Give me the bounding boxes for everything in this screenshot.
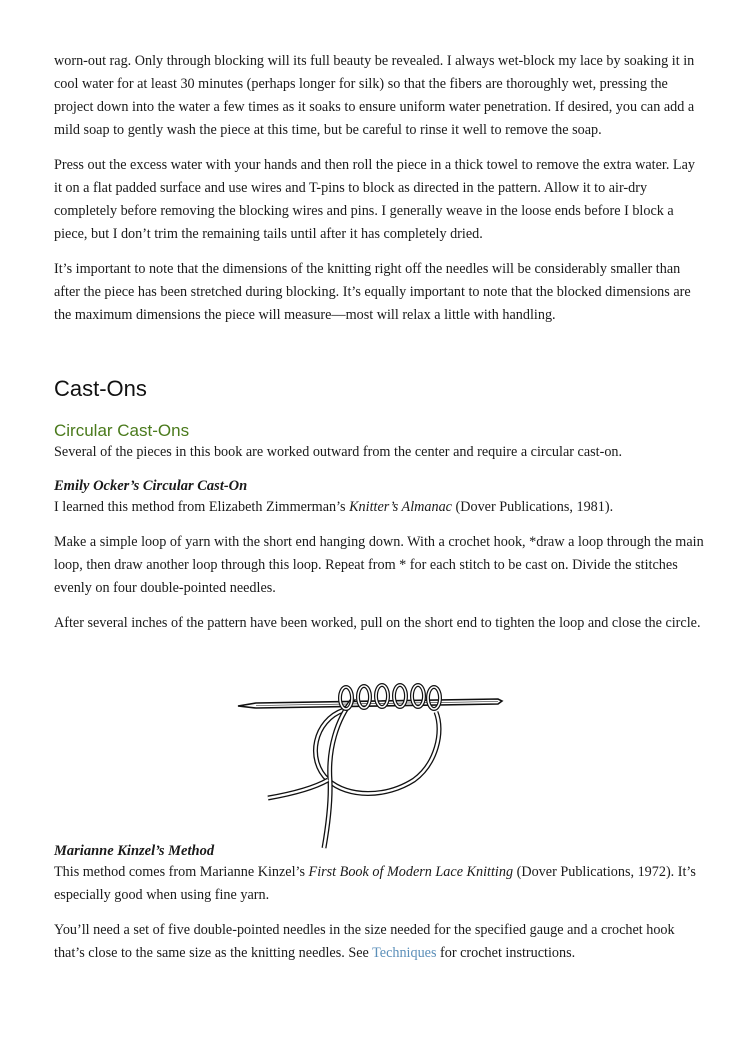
kinzel-paragraph-1: You’ll need a set of five double-pointed needles in the size needed for the specified gauge and a crochet hook that’s close to the same size as the knitting needles. See Techniques for crochet instructions.	[54, 922, 675, 961]
ocker-paragraph-1: Make a simple loop of yarn with the short end hanging down. With a crochet hook, *draw a loop through the main loop, then draw another loop through this loop. Repeat from * for each stitch to be cast on. Divide the stitches evenly on four double-pointed needles.	[54, 534, 704, 596]
ocker-paragraph-2: After several inches of the pattern have been worked, pull on the short end to tighten the loop and close the circle.	[54, 615, 701, 631]
subsection-intro: Several of the pieces in this book are worked outward from the center and require a circular cast-on.	[54, 444, 623, 460]
section-title: Cast-Ons	[54, 376, 147, 401]
ocker-method-title: Emily Ocker’s Circular Cast-On	[54, 478, 248, 494]
ocker-book-title: Knitter’s Almanac	[349, 499, 452, 515]
kinzel-book-title: First Book of Modern Lace Knitting	[308, 864, 514, 880]
intro-paragraph-2: Press out the excess water with your hands and then roll the piece in a thick towel to remove the extra water. Lay it on a flat padded surface and use wires and T-pins to block as directed in the pattern. Allow it to air-dry completely before removing the blocking wires and pins. I generally weave in the loose ends before I block a piece, but I don’t trim the remaining tails until after it has completely dried.	[54, 157, 695, 242]
intro-paragraph-1: worn-out rag. Only through blocking will its full beauty be revealed. I always wet-block my lace by soaking it in cool water for at least 30 minutes (perhaps longer for silk) so that the fibers are thoroughly wet, pressing the project down into the water a few times as it soaks to ensure uniform water penetration. If desired, you can add a mild soap to gently wash the piece at this time, but be careful to rinse it well to remove the soap.	[54, 53, 695, 138]
circular-cast-on-illustration	[236, 680, 508, 852]
subsection-title: Circular Cast-Ons	[54, 421, 190, 440]
kinzel-source: This method comes from Marianne Kinzel’s First Book of Modern Lace Knitting (Dover Publications, 1972). It’s especially good when using fine yarn.	[54, 864, 696, 903]
yarn-loop	[268, 698, 439, 848]
intro-paragraph-3: It’s important to note that the dimensions of the knitting right off the needles will be considerably smaller than after the piece has been stretched during blocking. It’s equally important to note that the blocked dimensions are the maximum dimensions the piece will measure—most will relax a little with handling.	[54, 261, 691, 323]
techniques-link[interactable]: Techniques	[372, 945, 437, 961]
kinzel-method-title: Marianne Kinzel’s Method	[54, 843, 215, 859]
ocker-source: I learned this method from Elizabeth Zimmerman’s Knitter’s Almanac (Dover Publications, 1981).	[54, 499, 614, 515]
